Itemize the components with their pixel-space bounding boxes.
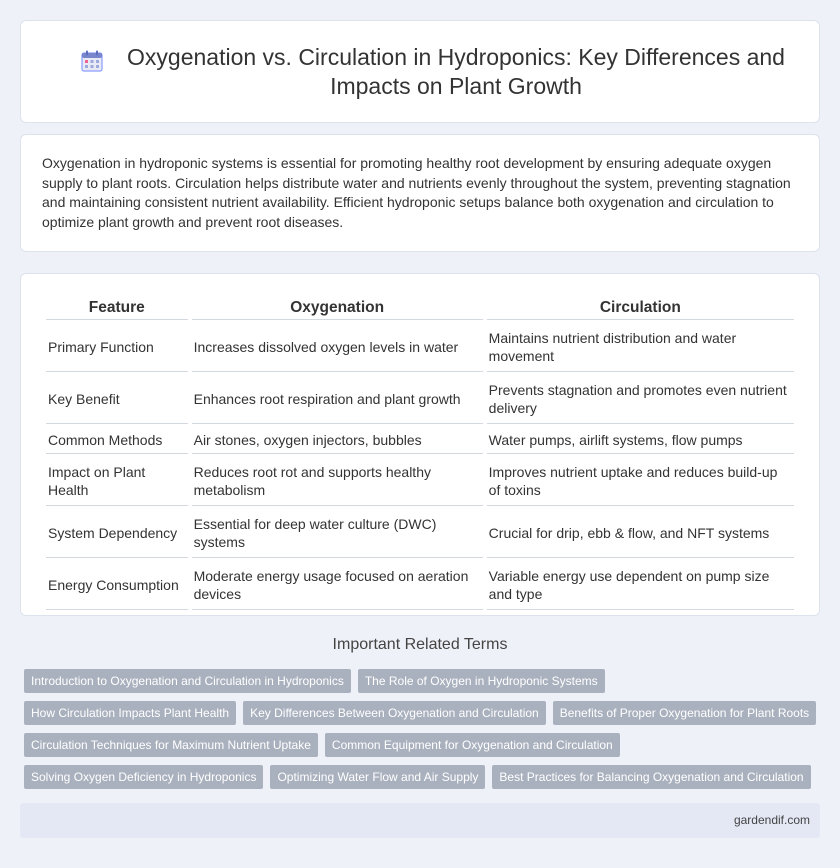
table-cell: Reduces root rot and supports healthy metabolism bbox=[192, 456, 483, 506]
table-cell: System Dependency bbox=[46, 508, 188, 558]
comparison-card bbox=[20, 273, 820, 616]
table-cell: Water pumps, airlift systems, flow pumps bbox=[487, 426, 794, 454]
table-cell: Energy Consumption bbox=[46, 560, 188, 610]
table-row bbox=[46, 560, 794, 610]
table-cell: Variable energy use dependent on pump size and type bbox=[487, 560, 794, 610]
intro-card bbox=[20, 134, 820, 252]
table-cell: Moderate energy usage focused on aeration devices bbox=[192, 560, 483, 610]
related-term-tag[interactable]: Best Practices for Balancing Oxygenation and Circulation bbox=[492, 765, 810, 789]
header-feature: Feature bbox=[46, 296, 188, 320]
table-cell: Enhances root respiration and plant growth bbox=[192, 374, 483, 424]
table-cell: Air stones, oxygen injectors, bubbles bbox=[192, 426, 483, 454]
tag-row bbox=[24, 701, 824, 725]
table-row bbox=[46, 322, 794, 372]
calendar-icon bbox=[79, 48, 105, 74]
tag-row bbox=[24, 765, 824, 789]
table-cell: Key Benefit bbox=[46, 374, 188, 424]
table-cell: Improves nutrient uptake and reduces build-up of toxins bbox=[487, 456, 794, 506]
page-title: Oxygenation vs. Circulation in Hydroponics: Key Differences and Impacts on Plant Growth bbox=[127, 44, 785, 99]
table-row bbox=[46, 456, 794, 506]
table-cell: Crucial for drip, ebb & flow, and NFT systems bbox=[487, 508, 794, 558]
table-row bbox=[46, 508, 794, 558]
intro-text: Oxygenation in hydroponic systems is essential for promoting healthy root development by ensuring adequate oxygen supply to plant roots. Circulation helps distribute water and nutrients evenly throughout the system, preventing stagnation and maintaining consistent nutrient availability. Efficient hydroponic setups balance both oxygenation and circulation to optimize plant growth and prevent root diseases. bbox=[42, 155, 791, 230]
header-circulation: Circulation bbox=[487, 296, 794, 320]
table-cell: Increases dissolved oxygen levels in water bbox=[192, 322, 483, 372]
related-terms-title: Important Related Terms bbox=[332, 636, 508, 653]
tag-row bbox=[24, 669, 824, 693]
comparison-table bbox=[42, 294, 798, 612]
table-row bbox=[46, 426, 794, 454]
header-oxygenation: Oxygenation bbox=[192, 296, 483, 320]
table-cell: Common Methods bbox=[46, 426, 188, 454]
related-term-tag[interactable]: Solving Oxygen Deficiency in Hydroponics bbox=[24, 765, 263, 789]
related-term-tag[interactable]: Optimizing Water Flow and Air Supply bbox=[270, 765, 485, 789]
footer-site-link[interactable]: gardendif.com bbox=[733, 813, 810, 827]
related-term-tag[interactable]: Introduction to Oxygenation and Circulation in Hydroponics bbox=[24, 669, 351, 693]
related-term-tag[interactable]: How Circulation Impacts Plant Health bbox=[24, 701, 236, 725]
table-cell: Essential for deep water culture (DWC) systems bbox=[192, 508, 483, 558]
table-row bbox=[46, 374, 794, 424]
table-cell: Impact on Plant Health bbox=[46, 456, 188, 506]
related-term-tag[interactable]: Benefits of Proper Oxygenation for Plant Roots bbox=[553, 701, 816, 725]
tag-row bbox=[24, 733, 824, 757]
table-cell: Maintains nutrient distribution and water movement bbox=[487, 322, 794, 372]
table-cell: Prevents stagnation and promotes even nutrient delivery bbox=[487, 374, 794, 424]
title-card bbox=[20, 20, 820, 123]
related-term-tag[interactable]: Common Equipment for Oxygenation and Circulation bbox=[325, 733, 620, 757]
related-terms-list bbox=[24, 669, 824, 797]
table-cell: Primary Function bbox=[46, 322, 188, 372]
footer bbox=[20, 803, 820, 838]
table-header-row bbox=[46, 296, 794, 320]
related-term-tag[interactable]: The Role of Oxygen in Hydroponic Systems bbox=[358, 669, 605, 693]
related-term-tag[interactable]: Circulation Techniques for Maximum Nutrient Uptake bbox=[24, 733, 318, 757]
related-term-tag[interactable]: Key Differences Between Oxygenation and Circulation bbox=[243, 701, 546, 725]
